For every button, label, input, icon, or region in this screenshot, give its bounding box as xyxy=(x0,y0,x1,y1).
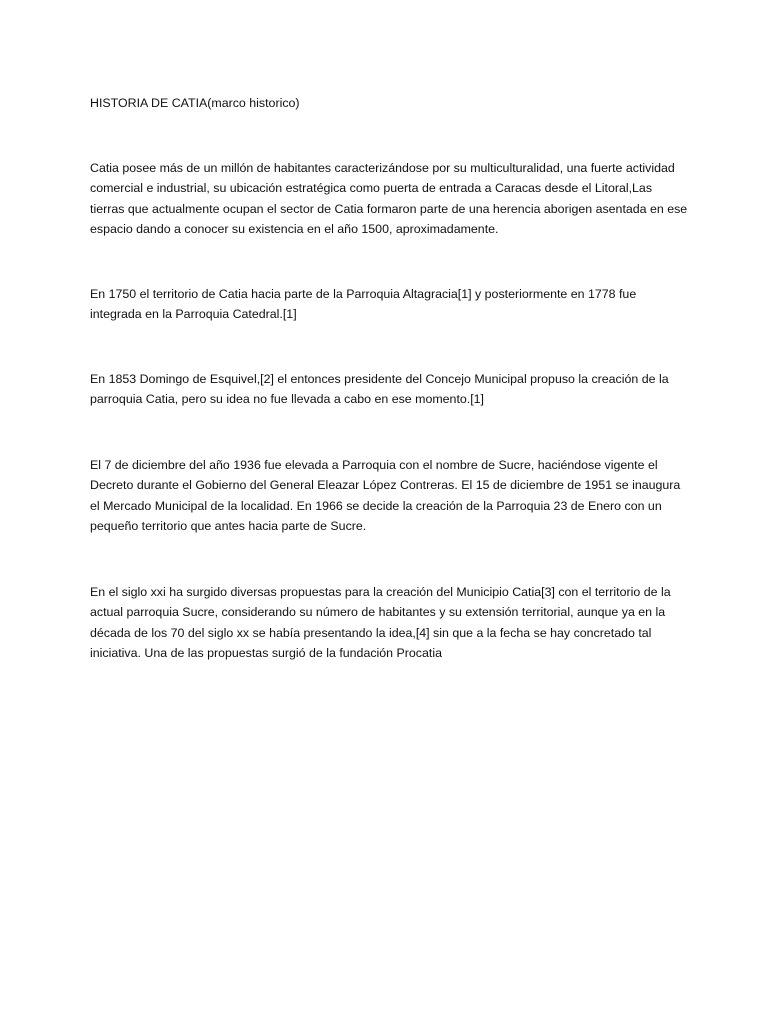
document-body xyxy=(90,93,688,664)
paragraph-1750: En 1750 el territorio de Catia hacia parte de la Parroquia Altagracia[1] y posteriormente en 1778 fue integrada en la Parroquia Catedral.[1] xyxy=(90,286,637,321)
paragraph-1936: El 7 de diciembre del año 1936 fue elevada a Parroquia con el nombre de Sucre, haciéndose vigente el Decreto durante el Gobierno del General Eleazar López Contreras. El 15 de diciembre de 1951 se inaugura el Mercado Municipal de la localidad. En 1966 se decide la creación de la Parroquia 23 de Enero con un pequeño territorio que antes hacia parte de Sucre. xyxy=(90,457,681,533)
document-title: HISTORIA DE CATIA(marco historico) xyxy=(90,96,300,110)
paragraph-catia-intro: Catia posee más de un millón de habitantes caracterizándose por su multiculturalidad, una fuerte actividad comercial e industrial, su ubicación estratégica como puerta de entrada a Caracas desde el Litoral,Las tierras que actualmente ocupan el sector de Catia formaron parte de una herencia aborigen asentada en ese espacio dando a conocer su existencia en el año 1500, aproximadamente. xyxy=(90,160,688,236)
paragraph-siglo-xxi: En el siglo xxi ha surgido diversas propuestas para la creación del Municipio Catia[3] con el territorio de la actual parroquia Sucre, considerando su número de habitantes y su extensión territorial, aunque ya en la década de los 70 del siglo xx se había presentando la idea,[4] sin que a la fecha se hay concretado tal iniciativa. Una de las propuestas surgió de la fundación Procatia xyxy=(90,584,671,660)
paragraph-1853: En 1853 Domingo de Esquivel,[2] el entonces presidente del Concejo Municipal propuso la creación de la parroquia Catia, pero su idea no fue llevada a cabo en ese momento.[1] xyxy=(90,371,669,406)
